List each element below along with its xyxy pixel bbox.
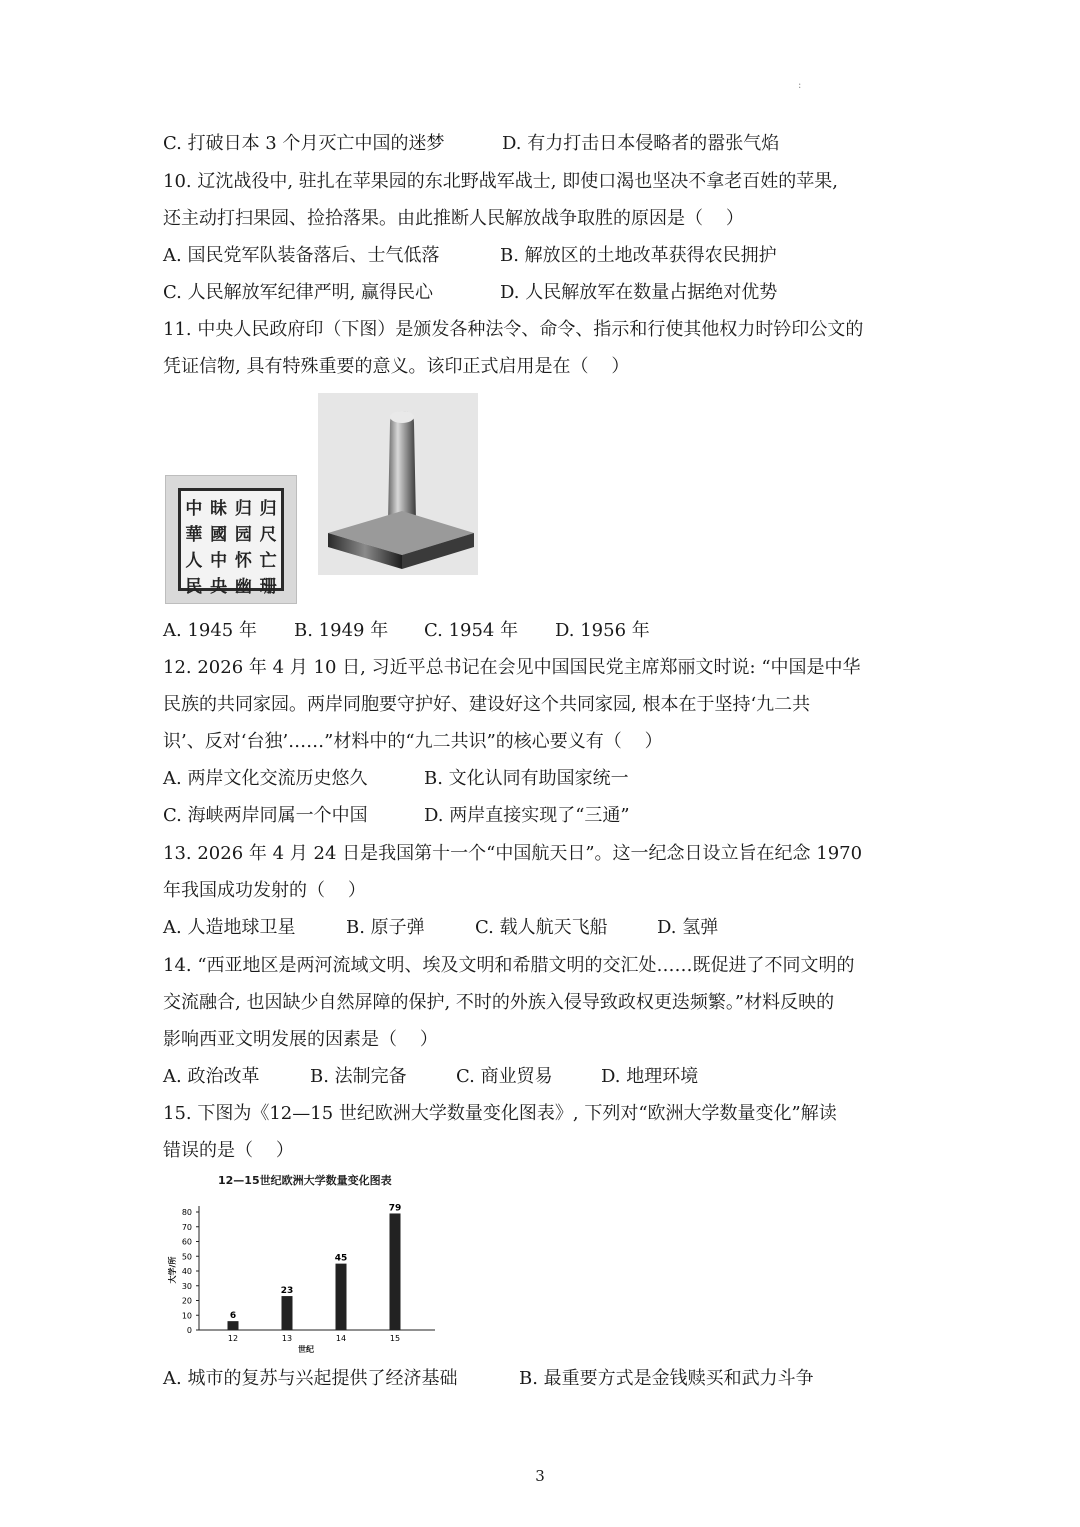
seal-glyph: 园 [234,525,252,545]
answer-option: A. 城市的复苏与兴起提供了经济基础 [163,1368,458,1389]
answer-option: B. 最重要方式是金钱赎买和武力斗争 [519,1368,814,1389]
text-line: 14. “西亚地区是两河流域文明、埃及文明和希腊文明的交汇处……既促进了不同文明的 [163,955,855,976]
seal-glyph: 归 [259,499,277,519]
y-tick-label: 10 [181,1311,192,1321]
answer-option: D. 氢弹 [657,917,719,938]
answer-option: A. 国民党军队装备落后、士气低落 [163,245,440,266]
x-axis-label: 世纪 [298,1345,314,1354]
bar-value-label: 45 [334,1253,348,1264]
seal-glyph: 中 [210,551,228,571]
answer-option: B. 1949 年 [294,620,389,641]
seal-glyph: 國 [210,525,228,545]
seal-object-image [318,393,478,575]
seal-glyph: 昧 [210,499,228,519]
bar-value-label: 6 [229,1311,237,1322]
seal-glyph: 尺 [259,525,277,545]
seal-glyph: 民 [185,577,203,597]
seal-glyphs [182,494,280,597]
seal-glyph: 幽 [234,577,252,597]
text-line: 12. 2026 年 4 月 10 日, 习近平总书记在会见中国国民党主席郑丽文时说: “中国是中华 [163,657,861,678]
y-tick-label: 20 [181,1296,192,1306]
answer-option: D. 人民解放军在数量占据绝对优势 [500,282,778,303]
y-tick-label: 50 [181,1252,192,1262]
answer-option: B. 原子弹 [346,917,425,938]
text-line: 影响西亚文明发展的因素是（ ） [163,1029,438,1050]
answer-option: C. 海峡两岸同属一个中国 [163,805,368,826]
y-axis-label: 大学/所 [168,1256,177,1284]
bar [282,1296,293,1330]
answer-option: D. 1956 年 [555,620,650,641]
answer-option: C. 人民解放军纪律严明, 赢得民心 [163,282,434,303]
seal-glyph: 亡 [259,551,277,571]
university-chart [163,1170,453,1355]
y-tick-label: 40 [181,1267,192,1276]
seal-glyph: 怀 [234,551,252,571]
chart-title: 12—15世纪欧洲大学数量变化图表 [218,1174,392,1187]
page-number: 3 [535,1467,545,1485]
x-tick-label: 12 [227,1334,239,1343]
answer-option: C. 载人航天飞船 [475,917,608,938]
bar [336,1264,347,1330]
answer-option: C. 商业贸易 [456,1066,553,1087]
y-tick-label: 70 [181,1222,192,1232]
answer-option: A. 人造地球卫星 [163,917,296,938]
text-line: 13. 2026 年 4 月 24 日是我国第十一个“中国航天日”。这一纪念日设立旨在纪念 1970 [163,843,863,864]
y-tick-label: 0 [186,1326,192,1335]
bar-value-label: 79 [388,1203,402,1214]
x-tick-label: 14 [335,1334,347,1343]
text-line: 年我国成功发射的（ ） [163,880,366,901]
y-tick-label: 60 [181,1237,192,1247]
seal-glyph: 中 [185,499,203,519]
text-line: 交流融合, 也因缺少自然屏障的保护, 不时的外族入侵导致政权更迭频繁。”材料反映的 [163,992,835,1013]
text-line: 识’、反对‘台独’……”材料中的“九二共识”的核心要义有（ ） [163,731,663,752]
text-line: 11. 中央人民政府印（下图）是颁发各种法令、命令、指示和行使其他权力时钤印公文的 [163,319,864,340]
answer-option: B. 解放区的土地改革获得农民拥护 [500,245,777,266]
seal-glyph: 華 [185,525,203,545]
seal-object-drawing [318,393,478,575]
answer-option: A. 政治改革 [163,1066,260,1087]
answer-option: A. 1945 年 [163,620,257,641]
seal-glyph: 归 [234,499,252,519]
seal-imprint-image [165,475,297,604]
text-line: C. 打破日本 3 个月灭亡中国的迷梦 [163,133,445,154]
text-line: 错误的是（ ） [163,1140,294,1161]
bar [228,1321,239,1330]
answer-option: B. 法制完备 [310,1066,407,1087]
answer-option: D. 有力打击日本侵略者的嚣张气焰 [502,133,780,154]
text-line: 还主动打扫果园、捡拾落果。由此推断人民解放战争取胜的原因是（ ） [163,208,744,229]
text-line: 15. 下图为《12—15 世纪欧洲大学数量变化图表》, 下列对“欧洲大学数量变化”解读 [163,1103,837,1124]
bar-value-label: 23 [280,1286,294,1297]
seal-glyph: 央 [210,577,228,597]
answer-option: D. 两岸直接实现了“三通” [424,805,630,826]
answer-option: A. 两岸文化交流历史悠久 [163,768,368,789]
x-tick-label: 15 [389,1334,401,1343]
answer-option: C. 1954 年 [424,620,519,641]
text-line: 凭证信物, 具有特殊重要的意义。该印正式启用是在（ ） [163,356,630,377]
answer-option: B. 文化认同有助国家统一 [424,768,629,789]
text-line: 10. 辽沈战役中, 驻扎在苹果园的东北野战军战士, 即使口渴也坚决不拿老百姓的苹果, [163,171,838,192]
seal-glyph: 人 [185,551,203,571]
y-tick-label: 30 [181,1281,192,1291]
bar [390,1213,401,1330]
x-tick-label: 13 [281,1334,293,1343]
seal-glyph: 珊 [259,577,277,597]
corner-mark: : [798,80,802,91]
chart-svg [163,1170,453,1355]
answer-option: D. 地理环境 [601,1066,699,1087]
y-tick-label: 80 [181,1208,192,1217]
text-line: 民族的共同家园。两岸同胞要守护好、建设好这个共同家园, 根本在于坚持‘九二共 [163,694,811,715]
